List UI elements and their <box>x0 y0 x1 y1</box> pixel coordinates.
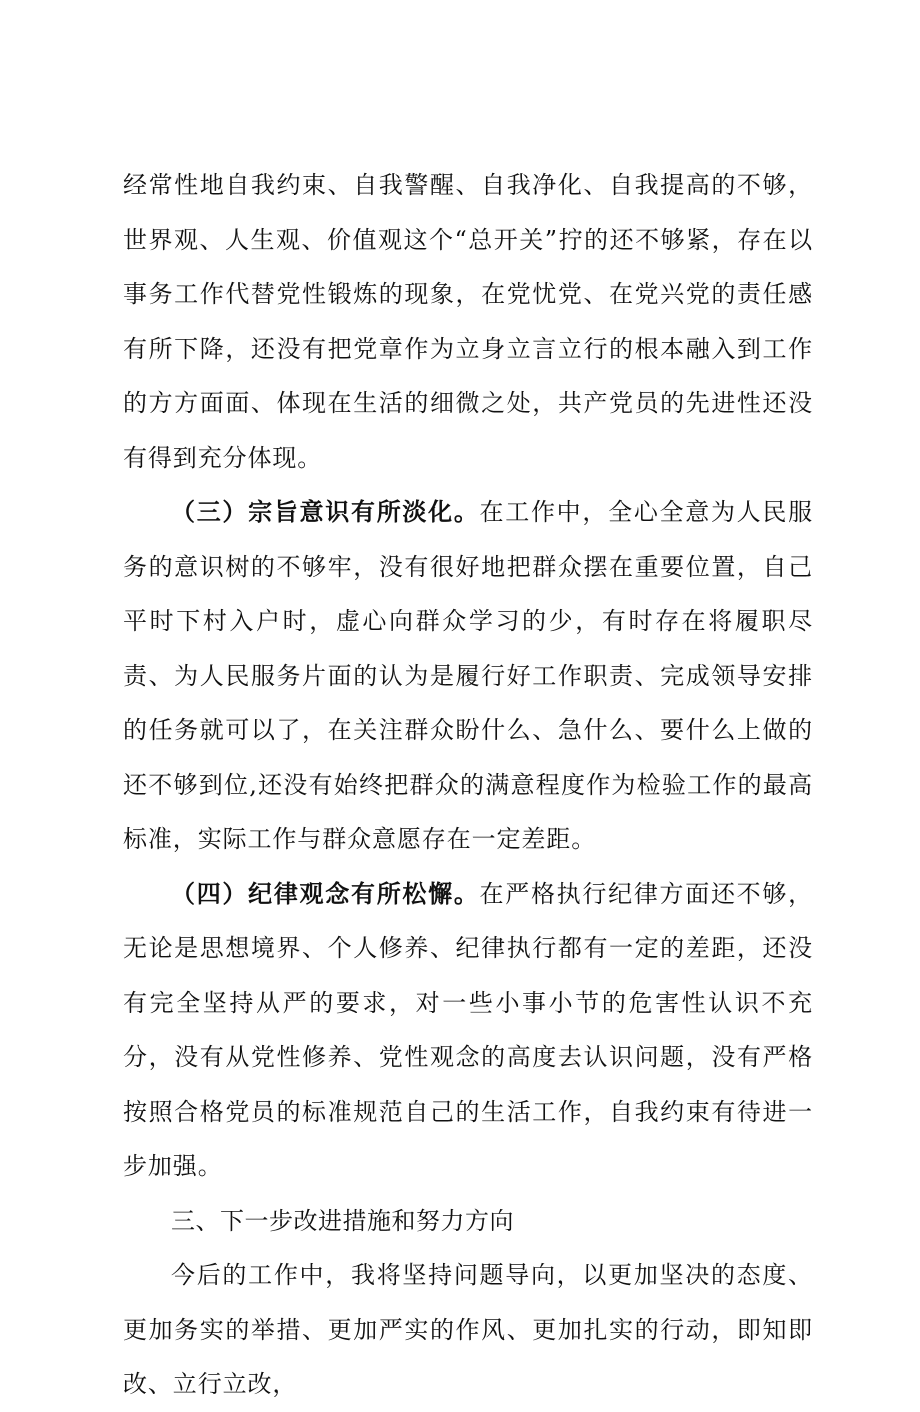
paragraph-continued: 经常性地自我约束、自我警醒、自我净化、自我提高的不够，世界观、人生观、价值观这个“总开关”拧的还不够紧，存在以事务工作代替党性锻炼的现象，在党忧党、在党兴党的责任感有所下降，还没有把党章作为立身立言立行的根本融入到工作的方方面面、体现在生活的细微之处，共产党员的先进性还没有得到充分体现。 <box>123 171 813 472</box>
paragraph-next-steps: 今后的工作中，我将坚持问题导向，以更加坚决的态度、更加务实的举措、更加严实的作风、更加扎实的行动，即知即改、立行立改， <box>123 1261 813 1398</box>
paragraph-purpose-awareness <box>123 485 813 867</box>
document-body <box>123 158 813 1412</box>
section-heading-next-steps: 三、下一步改进措施和努力方向 <box>171 1206 514 1235</box>
paragraph-lead-purpose-awareness: （三）宗旨意识有所淡化。 <box>171 498 480 526</box>
paragraph-body-purpose-awareness: 在工作中，全心全意为人民服务的意识树的不够牢，没有很好地把群众摆在重要位置，自己平时下村入户时，虚心向群众学习的少，有时存在将履职尽责、为人民服务片面的认为是履行好工作职责、完成领导安排的任务就可以了，在关注群众盼什么、急什么、要什么上做的还不够到位,还没有始终把群众的满意程度作为检验工作的最高标准，实际工作与群众意愿存在一定差距。 <box>123 498 813 853</box>
paragraph-discipline <box>123 867 813 1194</box>
paragraph-body-discipline: 在严格执行纪律方面还不够，无论是思想境界、个人修养、纪律执行都有一定的差距，还没有完全坚持从严的要求，对一些小事小节的危害性认识不充分，没有从党性修养、党性观念的高度去认识问题，没有严格按照合格党员的标准规范自己的生活工作，自我约束有待进一步加强。 <box>123 879 813 1180</box>
paragraph-lead-discipline: （四）纪律观念有所松懈。 <box>171 879 480 908</box>
